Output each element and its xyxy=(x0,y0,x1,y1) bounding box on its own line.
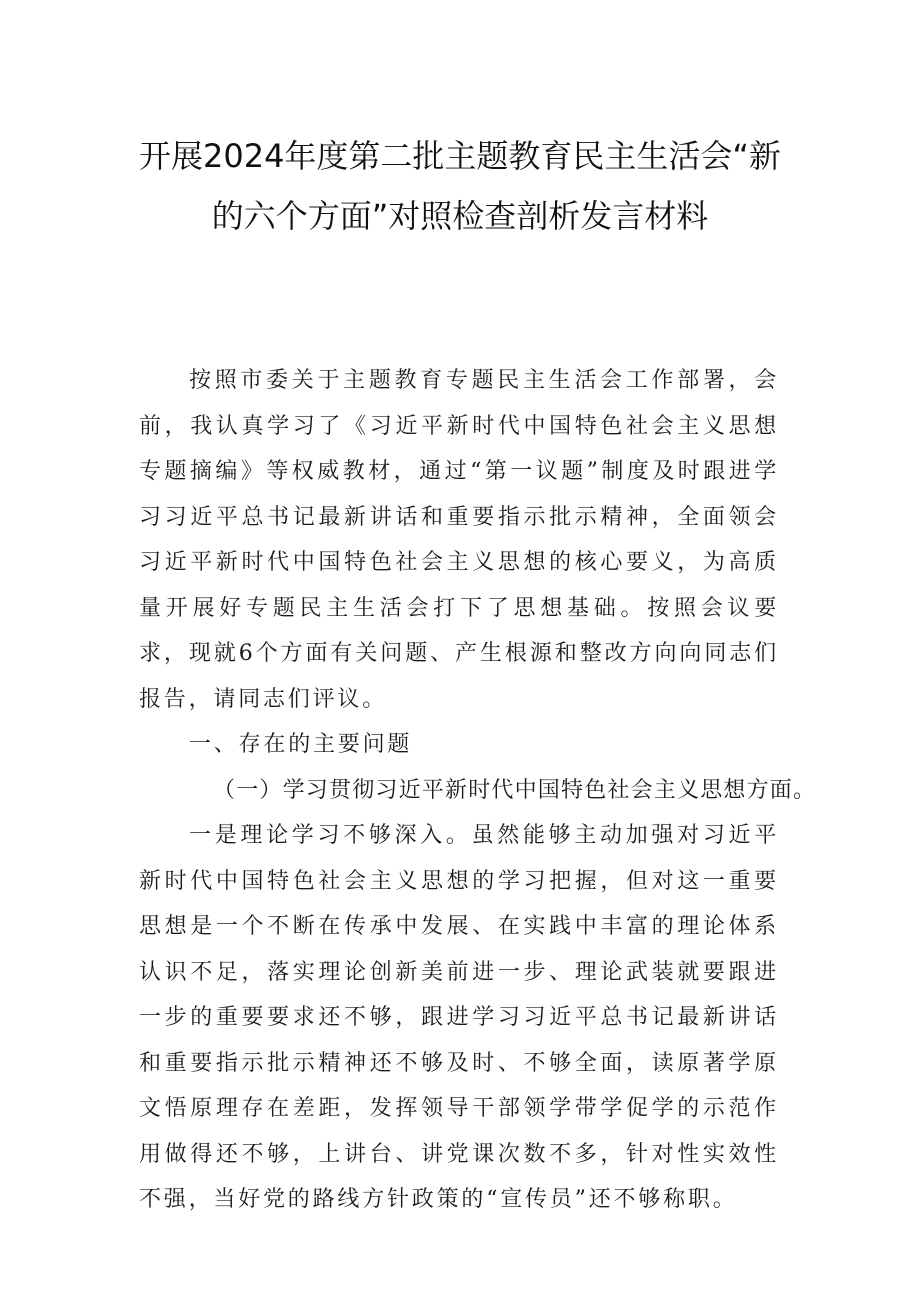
document-body xyxy=(139,358,817,1223)
title-line-2: 的六个方面”对照检查剖析发言材料 xyxy=(211,197,709,235)
section-heading: 一、存在的主要问题 xyxy=(189,732,413,757)
point-paragraph: 一是理论学习不够深入。虽然能够主动加强对习近平新时代中国特色社会主义思想的学习把握，但对这一重要思想是一个不断在传承中发展、在实践中丰富的理论体系认识不足，落实理论创新美前进一步、理论武装就要跟进一步的重要要求还不够，跟进学习习近平总书记最新讲话和重要指示批示精神还不够及时、不够全面，读原著学原文悟原理存在差距，发挥领导干部领学带学促学的示范作用做得还不够，上讲台、讲党课次数不多，针对性实效性不强，当好党的路线方针政策的“宣传员”还不够称职。 xyxy=(139,823,779,1212)
subsection-heading: （一）学习贯彻习近平新时代中国特色社会主义思想方面。 xyxy=(213,777,817,803)
title-line-1: 开展2024年度第二批主题教育民主生活会“新 xyxy=(138,137,782,175)
intro-paragraph: 按照市委关于主题教育专题民主生活会工作部署，会前，我认真学习了《习近平新时代中国特色社会主义思想专题摘编》等权威教材，通过“第一议题”制度及时跟进学习习近平总书记最新讲话和重要指示批示精神，全面领会习近平新时代中国特色社会主义思想的核心要义，为高质量开展好专题民主生活会打下了思想基础。按照会议要求，现就6个方面有关问题、产生根源和整改方向向同志们报告，请同志们评议。 xyxy=(139,368,779,712)
